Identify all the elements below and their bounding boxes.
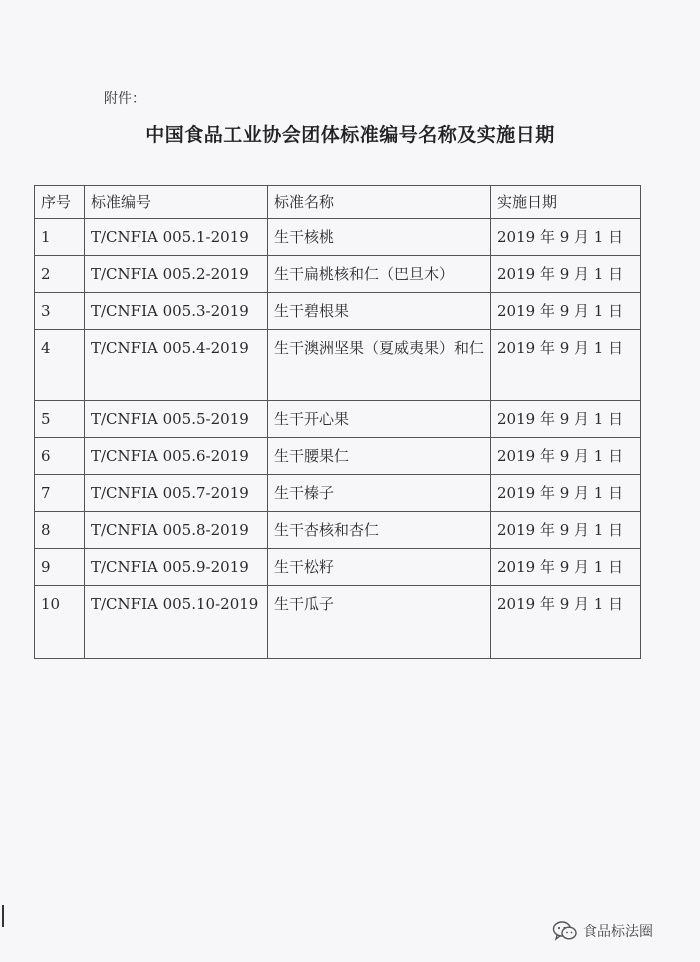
table-row [35, 586, 641, 659]
table-row [35, 293, 641, 330]
scan-edge-mark [2, 905, 4, 927]
header-serial: 序号 [35, 186, 85, 219]
cell-serial: 4 [35, 330, 85, 401]
cell-serial: 9 [35, 549, 85, 586]
cell-code: T/CNFIA 005.6-2019 [85, 438, 268, 475]
table-row [35, 549, 641, 586]
table-row [35, 219, 641, 256]
cell-code: T/CNFIA 005.2-2019 [85, 256, 268, 293]
cell-code: T/CNFIA 005.1-2019 [85, 219, 268, 256]
table-row [35, 401, 641, 438]
header-name: 标准名称 [268, 186, 491, 219]
header-date: 实施日期 [491, 186, 641, 219]
cell-serial: 2 [35, 256, 85, 293]
cell-code: T/CNFIA 005.10-2019 [85, 586, 268, 659]
cell-serial: 7 [35, 475, 85, 512]
cell-name: 生干瓜子 [268, 586, 491, 659]
cell-serial: 8 [35, 512, 85, 549]
watermark-logo [552, 920, 653, 942]
cell-name: 生干榛子 [268, 475, 491, 512]
standards-table [34, 185, 641, 659]
cell-date: 2019 年 9 月 1 日 [491, 586, 641, 659]
cell-name: 生干杏核和杏仁 [268, 512, 491, 549]
cell-code: T/CNFIA 005.4-2019 [85, 330, 268, 401]
cell-name: 生干核桃 [268, 219, 491, 256]
cell-date: 2019 年 9 月 1 日 [491, 549, 641, 586]
table-row [35, 475, 641, 512]
cell-date: 2019 年 9 月 1 日 [491, 219, 641, 256]
cell-serial: 10 [35, 586, 85, 659]
table-row [35, 330, 641, 401]
cell-date: 2019 年 9 月 1 日 [491, 438, 641, 475]
cell-name: 生干腰果仁 [268, 438, 491, 475]
cell-date: 2019 年 9 月 1 日 [491, 401, 641, 438]
cell-serial: 1 [35, 219, 85, 256]
cell-code: T/CNFIA 005.8-2019 [85, 512, 268, 549]
cell-date: 2019 年 9 月 1 日 [491, 293, 641, 330]
cell-code: T/CNFIA 005.3-2019 [85, 293, 268, 330]
cell-serial: 3 [35, 293, 85, 330]
wechat-icon [552, 920, 578, 942]
cell-date: 2019 年 9 月 1 日 [491, 330, 641, 401]
cell-date: 2019 年 9 月 1 日 [491, 475, 641, 512]
cell-name: 生干扁桃核和仁（巴旦木） [268, 256, 491, 293]
cell-code: T/CNFIA 005.5-2019 [85, 401, 268, 438]
watermark-label: 食品标法圈 [583, 924, 653, 940]
cell-code: T/CNFIA 005.9-2019 [85, 549, 268, 586]
header-code: 标准编号 [85, 186, 268, 219]
cell-date: 2019 年 9 月 1 日 [491, 256, 641, 293]
cell-name: 生干松籽 [268, 549, 491, 586]
cell-serial: 6 [35, 438, 85, 475]
cell-serial: 5 [35, 401, 85, 438]
table-row [35, 438, 641, 475]
table-row [35, 256, 641, 293]
table-row [35, 512, 641, 549]
document-title: 中国食品工业协会团体标准编号名称及实施日期 [145, 124, 555, 146]
cell-date: 2019 年 9 月 1 日 [491, 512, 641, 549]
cell-name: 生干开心果 [268, 401, 491, 438]
cell-name: 生干碧根果 [268, 293, 491, 330]
cell-name: 生干澳洲坚果（夏威夷果）和仁 [268, 330, 491, 401]
attachment-label: 附件： [104, 91, 146, 107]
cell-code: T/CNFIA 005.7-2019 [85, 475, 268, 512]
table-header-row [35, 186, 641, 219]
